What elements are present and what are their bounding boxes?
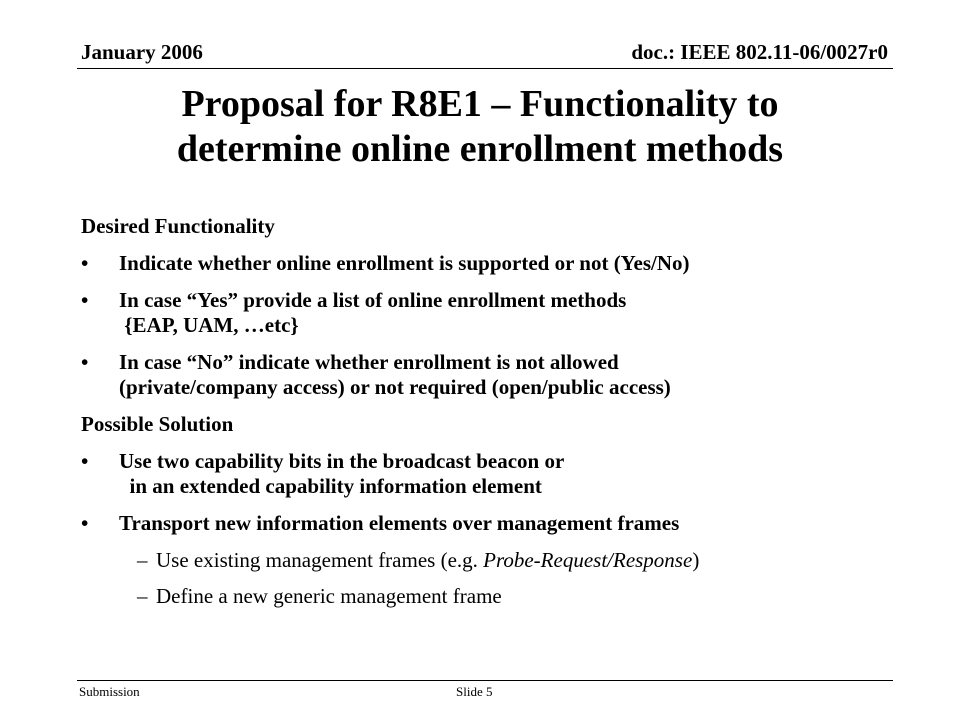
bullet-icon: • <box>81 251 89 275</box>
bullet-text-cont: in an extended capability information element <box>119 474 542 498</box>
sub-bullet-text: Define a new generic management frame <box>156 584 502 608</box>
slide-title <box>60 82 900 172</box>
slide-title-line-1: Proposal for R8E1 – Functionality to <box>181 83 779 125</box>
slide-title-line-2: determine online enrollment methods <box>176 128 784 170</box>
bullet-item <box>81 511 901 536</box>
sub-bullet-italic: Probe-Request/Response <box>483 548 693 572</box>
bullet-icon: • <box>81 511 89 535</box>
bullet-icon: • <box>81 350 89 374</box>
bullet-icon: • <box>81 449 89 473</box>
bullet-text-cont: (private/company access) or not required (open/public access) <box>119 375 671 399</box>
footer-divider <box>77 680 893 681</box>
section-heading-possible: Possible Solution <box>81 412 234 436</box>
dash-icon: – <box>137 548 148 572</box>
header-doc-id: doc.: IEEE 802.11-06/0027r0 <box>631 40 888 64</box>
bullet-item <box>81 350 901 400</box>
bullet-text-cont: {EAP, UAM, …etc} <box>119 313 299 337</box>
bullet-text: In case “Yes” provide a list of online enrollment methods <box>119 288 627 312</box>
sub-bullet-text: Use existing management frames (e.g. <box>156 548 484 572</box>
sub-bullet-item <box>81 548 901 573</box>
sub-bullet-item <box>81 584 901 609</box>
slide-body <box>81 214 901 620</box>
header-date: January 2006 <box>81 40 203 64</box>
header-divider <box>77 68 893 69</box>
bullet-item <box>81 449 901 499</box>
bullet-icon: • <box>81 288 89 312</box>
bullet-item <box>81 251 901 276</box>
sub-bullet-suffix: ) <box>692 548 700 572</box>
bullet-text: In case “No” indicate whether enrollment is not allowed <box>119 350 619 374</box>
bullet-item <box>81 288 901 338</box>
dash-icon: – <box>137 584 148 608</box>
bullet-text: Indicate whether online enrollment is supported or not (Yes/No) <box>119 251 690 275</box>
bullet-text: Transport new information elements over management frames <box>119 511 680 535</box>
bullet-text: Use two capability bits in the broadcast beacon or <box>119 449 565 473</box>
section-heading-desired: Desired Functionality <box>81 214 275 238</box>
footer-submission: Submission <box>79 684 140 699</box>
footer-slide-number: Slide 5 <box>456 684 493 699</box>
